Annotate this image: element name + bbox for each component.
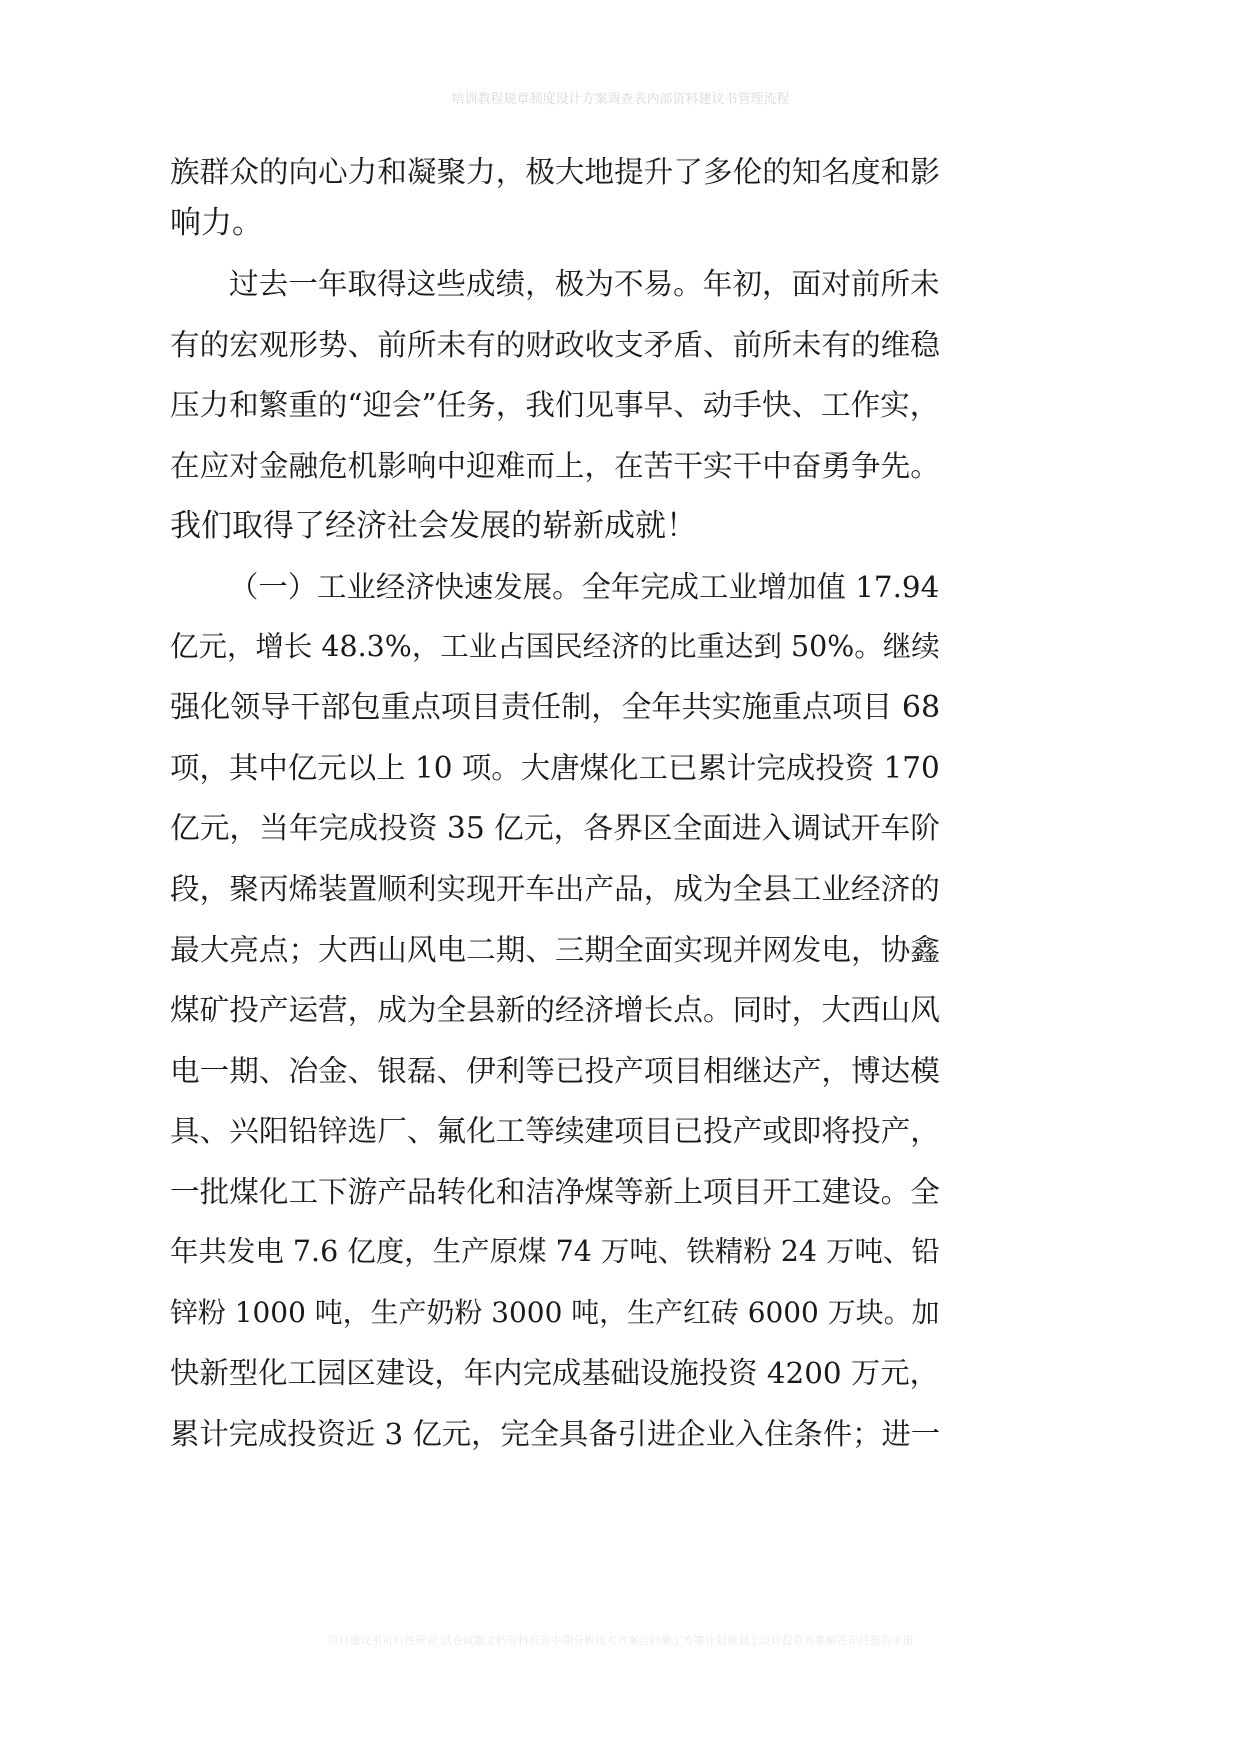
text-line: 我们取得了经济社会发展的崭新成就！ [170,508,697,544]
text-line: 响力。 [170,205,263,241]
text-line: 族群众的向心力和凝聚力，极大地提升了多伦的知名度和影 [170,155,940,189]
text-line: 亿元，当年完成投资 35 亿元，各界区全面进入调试开车阶 [170,811,940,846]
text-line: 段，聚丙烯装置顺利实现开车出产品，成为全县工业经济的 [170,872,940,906]
text-line: 有的宏观形势、前所未有的财政收支矛盾、前所未有的维稳 [170,328,940,362]
header-watermark: 培训教程规章制度设计方案调查表内部资料建议书管理流程 [451,92,790,107]
text-line: 最大亮点；大西山风电二期、三期全面实现并网发电，协鑫 [170,933,940,967]
text-line: 压力和繁重的“迎会”任务，我们见事早、动手快、工作实， [170,388,940,422]
text-line: 快新型化工园区建设，年内完成基础设施投资 4200 万元， [170,1356,940,1390]
text-line: 过去一年取得这些成绩，极为不易。年初，面对前所未 [229,267,940,301]
text-line: 项，其中亿元以上 10 项。大唐煤化工已累计完成投资 170 [170,751,940,785]
text-line: 一批煤化工下游产品转化和洁净煤等新上项目开工建设。全 [170,1175,940,1209]
text-line: 在应对金融危机影响中迎难而上，在苦干实干中奋勇争先。 [170,449,940,483]
text-line: 亿元，增长 48.3%，工业占国民经济的比重达到 50%。继续 [170,630,940,663]
text-line: 年共发电 7.6 亿度，生产原煤 74 万吨、铁精粉 24 万吨、铅 [170,1235,940,1268]
footer-watermark: 项目建议书可行性研究 试卷试题文档资料报告中期分析技术方案合同施工方案计划规划工设计投资方案解答年终报告手册 [327,1634,914,1647]
text-line: 强化领导干部包重点项目责任制，全年共实施重点项目 68 [170,690,941,725]
text-line: 锌粉 1000 吨，生产奶粉 3000 吨，生产红砖 6000 万块。加 [170,1296,940,1329]
text-line: 累计完成投资近 3 亿元，完全具备引进企业入住条件；进一 [170,1417,941,1451]
text-line: 煤矿投产运营，成为全县新的经济增长点。同时，大西山风 [170,993,940,1027]
text-line: 电一期、冶金、银磊、伊利等已投产项目相继达产，博达模 [170,1054,940,1088]
text-line: 具、兴阳铅锌选厂、氟化工等续建项目已投产或即将投产， [170,1114,940,1148]
section-heading-line: （一）工业经济快速发展。全年完成工业增加值 17.94 [229,570,940,604]
